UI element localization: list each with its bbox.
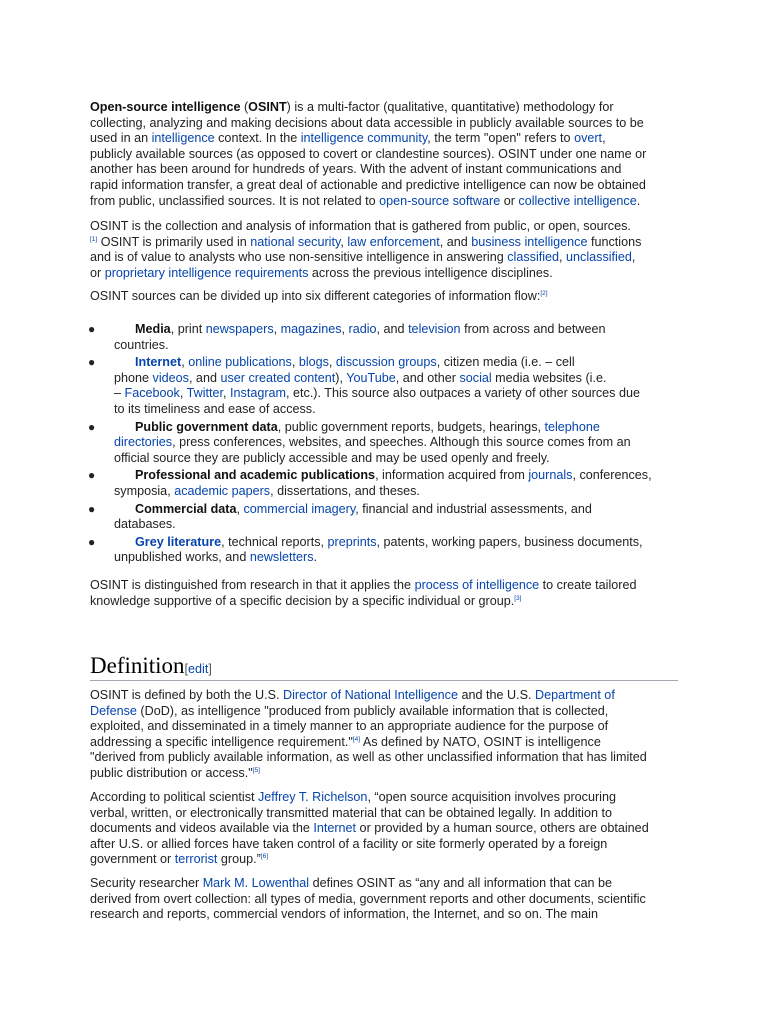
link-magazines[interactable]: magazines — [280, 322, 342, 336]
link-defense[interactable]: Defense — [90, 703, 137, 718]
link-national-security[interactable]: national security — [250, 234, 341, 249]
ref-5[interactable]: [5] — [252, 766, 260, 774]
edit-section-link[interactable]: edit — [188, 662, 209, 676]
osint-collection-paragraph: OSINT is the collection and analysis of information that is gathered from public, or open, sources. [1] OSINT is primarily used in national security, law enforcement, and business intelligence functions and is of value to analysts who use non-sensitive intelligence in answering classified, unclassified, or proprietary intelligence requirements across the previous intelligence disciplines. — [90, 219, 642, 280]
link-preprints[interactable]: preprints — [327, 534, 377, 549]
link-proprietary-requirements[interactable]: proprietary intelligence requirements — [104, 265, 309, 280]
link-jeffrey-richelson[interactable]: Jeffrey T. Richelson — [258, 790, 368, 804]
link-videos[interactable]: videos — [152, 370, 189, 385]
link-law-enforcement[interactable]: law enforcement — [347, 234, 440, 249]
definition-paragraph-3: Security researcher Mark M. Lowenthal defines OSINT as “any and all information that can be derived from overt collection: all types of media, government reports and other documents, scientific research and reports, commercial vendors of information, the Internet, and so on. The main — [90, 876, 646, 922]
link-directories[interactable]: directories — [114, 435, 173, 450]
ref-2[interactable]: [2] — [540, 289, 548, 297]
link-journals[interactable]: journals — [528, 468, 573, 483]
link-commercial-imagery[interactable]: commercial imagery — [243, 501, 356, 516]
link-internet[interactable]: Internet — [313, 821, 357, 836]
bullet-icon: ● — [88, 355, 96, 370]
link-unclassified[interactable]: unclassified — [566, 250, 632, 265]
link-classified[interactable]: classified — [507, 250, 560, 265]
ref-3[interactable]: [3] — [514, 594, 522, 602]
link-internet-bold[interactable]: Internet — [135, 355, 182, 370]
link-instagram[interactable]: Instagram — [230, 386, 287, 401]
source-category-list — [90, 322, 690, 568]
list-item-media: ● Media, print newspapers, magazines, radio, and television from across and between countries. — [88, 322, 606, 352]
link-process-of-intelligence[interactable]: process of intelligence — [414, 578, 540, 592]
link-facebook[interactable]: Facebook — [124, 386, 180, 401]
link-twitter[interactable]: Twitter — [186, 386, 224, 401]
link-blogs[interactable]: blogs — [298, 355, 329, 370]
intro-paragraph: Open-source intelligence (OSINT) is a multi-factor (qualitative, quantitative) methodology for collecting, analyzing and making decisions about data accessible in publicly available sources to be used in an intelligence context. In the intelligence community, the term "open" refers to overt, publicly available sources (as opposed to covert or clandestine sources). OSINT under one name or another has been around for hundreds of years. With the advent of instant communications and rapid information transfer, a great deal of actionable and predictive intelligence can now be obtained from public, unclassified sources. It is not related to open-source software or collective intelligence. — [90, 100, 647, 208]
link-user-created-content[interactable]: user created content — [220, 370, 336, 385]
link-overt[interactable]: overt — [574, 131, 603, 146]
bullet-icon: ● — [88, 534, 96, 549]
list-item-internet: ● Internet, online publications, blogs, discussion groups, citizen media (i.e. – cell phone videos, and user created content), YouTube, and other social media websites (i.e. – Facebook, Twitter, Instagram, etc.). This source also outpaces a variety of other sources due to its timeliness and ease of access. — [88, 355, 640, 416]
list-item-professional-academic: ● Professional and academic publications, information acquired from journals, conferences, symposia, academic papers, dissertations, and theses. — [88, 468, 652, 498]
ref-4[interactable]: [4] — [352, 735, 361, 743]
link-intelligence[interactable]: intelligence — [151, 131, 215, 146]
list-item-public-government: ● Public government data, public government reports, budgets, hearings, telephone directories, press conferences, websites, and speeches. Although this source comes from an official source they are publicly accessible and may be used openly and freely. — [88, 419, 631, 465]
link-telephone[interactable]: telephone — [544, 419, 600, 434]
section-heading-definition: Definition[edit] — [90, 652, 678, 681]
link-online-publications[interactable]: online publications — [188, 355, 292, 370]
ref-1[interactable]: [1] — [90, 235, 98, 243]
link-grey-literature[interactable]: Grey literature — [135, 534, 222, 549]
link-open-source-software[interactable]: open-source software — [379, 193, 501, 208]
link-discussion-groups[interactable]: discussion groups — [335, 355, 437, 370]
distinguished-paragraph: OSINT is distinguished from research in that it applies the process of intelligence to create tailored knowledge supportive of a specific decision by a specific individual or group.[3] — [90, 578, 637, 608]
link-director-national-intelligence[interactable]: Director of National Intelligence — [282, 688, 458, 702]
bullet-icon: ● — [88, 468, 96, 483]
link-terrorist[interactable]: terrorist — [174, 852, 218, 867]
link-youtube[interactable]: YouTube — [346, 370, 396, 385]
link-radio[interactable]: radio — [348, 322, 377, 336]
abbr-bold: OSINT — [248, 100, 287, 114]
link-collective-intelligence[interactable]: collective intelligence — [518, 193, 637, 208]
link-mark-lowenthal[interactable]: Mark M. Lowenthal — [202, 876, 310, 890]
categories-intro: OSINT sources can be divided up into six different categories of information flow:[2] — [90, 289, 548, 303]
definition-paragraph-1: OSINT is defined by both the U.S. Director of National Intelligence and the U.S. Department of Defense (DoD), as intelligence "produced from publicly available information that is collected, exploited, and disseminated in a timely manner to an appropriate audience for the purpose of addressing a specific intelligence requirement."[4] As defined by NATO, OSINT is intelligence "derived from publicly available information, as well as other unclassified information that has limited public distribution or access."[5] — [90, 688, 647, 780]
list-item-grey-literature: ● Grey literature, technical reports, preprints, patents, working papers, business documents, unpublished works, and newsletters. — [88, 534, 643, 565]
bullet-icon: ● — [88, 322, 96, 336]
link-television[interactable]: television — [408, 322, 461, 336]
definition-paragraph-2: According to political scientist Jeffrey T. Richelson, “open source acquisition involves procuring verbal, written, or electronically transmitted material that can be obtained legally. In addition to documents and videos available via the Internet or provided by a human source, others are obtained after U.S. or allied forces have taken control of a facility or site formerly operated by a foreign government or terrorist group.”[6] — [90, 790, 649, 867]
bullet-icon: ● — [88, 419, 96, 434]
link-department-of-defense[interactable]: Department of — [535, 688, 615, 702]
link-intelligence-community[interactable]: intelligence community — [300, 131, 428, 146]
link-newspapers[interactable]: newspapers — [205, 322, 274, 336]
ref-6[interactable]: [6] — [260, 853, 269, 861]
section-title: Definition — [90, 653, 185, 678]
bullet-icon: ● — [88, 501, 96, 516]
list-item-commercial-data: ● Commercial data, commercial imagery, financial and industrial assessments, and databases. — [88, 501, 592, 532]
link-social[interactable]: social — [459, 370, 492, 385]
link-newsletters[interactable]: newsletters — [249, 550, 314, 565]
term-bold: Open-source intelligence — [90, 100, 241, 114]
link-business-intelligence[interactable]: business intelligence — [471, 234, 588, 249]
link-academic-papers[interactable]: academic papers — [174, 483, 271, 498]
